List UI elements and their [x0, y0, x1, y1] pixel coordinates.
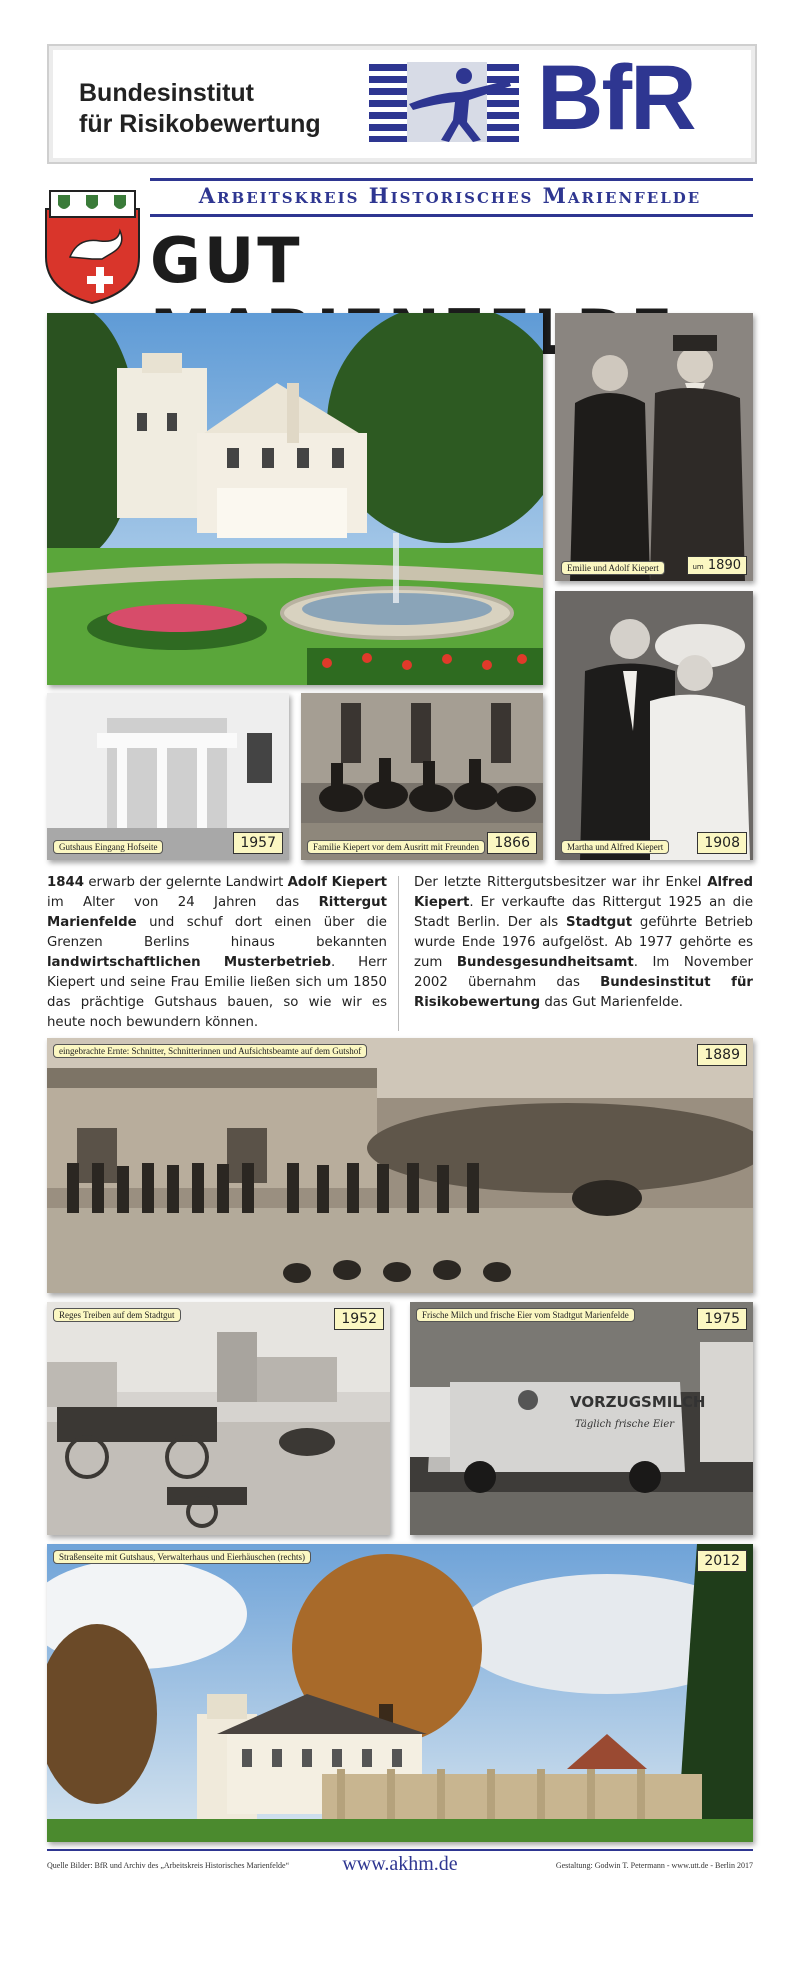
- year-1890: 1890: [707, 558, 741, 573]
- caption-stadtgut-1952: Reges Treiben auf dem Stadtgut: [53, 1308, 181, 1322]
- year-badge-1890: [687, 556, 748, 575]
- year-badge-2012: 2012: [697, 1550, 747, 1572]
- text-run: und schuf dort einen über die Grenzen Berlins hinaus bekannten: [47, 915, 387, 950]
- text-run: Adolf Kiepert: [287, 875, 388, 890]
- year-badge-1908: 1908: [697, 832, 747, 854]
- text-run: . Herr Kiepert und seine Frau Emilie ließen sich um 1850 das prächtige Gutshaus bauen, so wie wir es heute noch bewundern können.: [47, 955, 387, 1030]
- strasse-image: [47, 1544, 753, 1842]
- ernte-image: [47, 1038, 753, 1293]
- text-run: im Alter von 24 Jahren das: [47, 895, 319, 910]
- caption-milch-1975: Frische Milch und frische Eier vom Stadtgut Marienfelde: [416, 1308, 635, 1322]
- kiepert-couple-image: [555, 313, 753, 581]
- bfr-logo-icon: [369, 62, 519, 142]
- photo-strasse-2012: [47, 1544, 753, 1842]
- text-run: geführte Betrieb wurde Ende 1976 aufgelöst. Ab 1977 gehörte es zum: [414, 915, 753, 970]
- text-run: Stadtgut: [566, 915, 633, 930]
- main-title: GUT: [150, 224, 303, 297]
- year-badge-1975: 1975: [697, 1308, 747, 1330]
- text-run: Bundesinstitut für Risikobewertung: [414, 975, 753, 1010]
- caption-strasse-2012: Straßenseite mit Gutshaus, Verwalterhaus und Eierhäuschen (rechts): [53, 1550, 311, 1564]
- column-divider: [398, 876, 399, 1031]
- text-run: . Er verkaufte das Rittergut 1925 an die Stadt Berlin. Der als: [414, 895, 753, 930]
- text-run: das Gut Marienfelde.: [540, 995, 684, 1010]
- year-badge-1889: 1889: [697, 1044, 747, 1066]
- coat-of-arms-icon: [40, 187, 145, 305]
- header-banner: [47, 44, 757, 164]
- photo-ausritt-1866: [301, 693, 543, 860]
- text-run: . Im November 2002 übernahm das: [414, 955, 753, 990]
- photo-kiepert-1890: [555, 313, 753, 581]
- title-rule-top: [150, 178, 753, 181]
- milch-wagen-image: [410, 1302, 753, 1535]
- photo-ernte-1889: [47, 1038, 753, 1293]
- photo-gutshaus-color: [47, 313, 543, 685]
- caption-kiepert-1890: Emilie und Adolf Kiepert: [561, 561, 665, 575]
- stadtgut-image: [47, 1302, 390, 1535]
- caption-ausritt-1866: Familie Kiepert vor dem Ausritt mit Freunden: [307, 840, 485, 854]
- text-run: Der letzte Rittergutsbesitzer war ihr Enkel: [414, 875, 708, 890]
- photo-eingang-1957: [47, 693, 289, 860]
- photo-alfred-1908: [555, 591, 753, 860]
- institute-line-2: für Risikobewertung: [79, 110, 321, 138]
- gutshaus-color-image: [47, 313, 543, 685]
- year-badge-1957: 1957: [233, 832, 283, 854]
- bfr-logo-text: BfR: [537, 47, 695, 149]
- title-rule-bottom: [150, 214, 753, 217]
- footer-url-link[interactable]: www.akhm.de: [342, 1853, 458, 1875]
- caption-eingang-1957: Gutshaus Eingang Hofseite: [53, 840, 163, 854]
- history-text-right: [414, 873, 753, 1013]
- text-run: landwirtschaftlichen Musterbetrieb: [47, 955, 331, 970]
- footer-design-credit: Gestaltung: Godwin T. Petermann - www.utt.de - Berlin 2017: [555, 1861, 753, 1870]
- history-text-left: [47, 873, 387, 1033]
- footer-rule: [47, 1849, 753, 1851]
- year-prefix-um: um: [692, 563, 704, 571]
- caption-alfred-1908: Martha und Alfred Kiepert: [561, 840, 669, 854]
- text-run: erwarb der gelernte Landwirt: [84, 875, 288, 890]
- text-run: Bundesgesundheitsamt: [456, 955, 634, 970]
- caption-ernte-1889: eingebrachte Ernte: Schnitter, Schnitterinnen und Aufsichtsbeamte auf dem Gutshof: [53, 1044, 367, 1058]
- subtitle: Arbeitskreis Historisches Marienfelde: [198, 183, 702, 208]
- footer-source: Quelle Bilder: BfR und Archiv des „Arbeitskreis Historisches Marienfelde“: [47, 1861, 290, 1870]
- year-badge-1952: 1952: [334, 1308, 384, 1330]
- truck-subtext: Täglich frische Eier: [575, 1419, 675, 1430]
- text-run: 1844: [47, 875, 85, 890]
- truck-text: VORZUGSMILCH: [570, 1393, 706, 1411]
- text-run: Rittergut Marienfelde: [47, 895, 387, 930]
- institute-line-1: Bundesinstitut: [79, 79, 254, 107]
- institute-name: [79, 78, 321, 140]
- text-run: Alfred Kiepert: [414, 875, 753, 910]
- photo-stadtgut-1952: [47, 1302, 390, 1535]
- photo-milch-1975: [410, 1302, 753, 1535]
- year-badge-1866: 1866: [487, 832, 537, 854]
- alfred-martha-image: [555, 591, 753, 860]
